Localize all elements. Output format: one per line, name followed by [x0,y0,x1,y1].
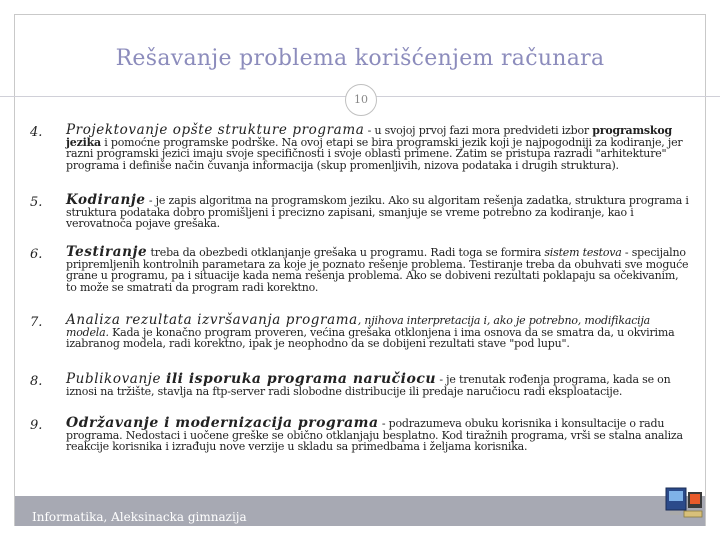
item-heading: Analiza rezultata izvršavanja programa [66,312,358,328]
item-number: 8. [30,374,43,389]
item-number: 7. [30,315,43,330]
item-text: Publikovanje ili isporuka programa naručiocu - je trenutak rođenja programa, kada se on iznosi na tržište, stavlja na ftp-server radi slobodne distribucije ili predaje naručiocu radi eksploatacije. [66,371,671,398]
item-number: 5. [30,195,43,210]
item-heading: Projektovanje opšte strukture programa [66,122,365,138]
item-text: Kodiranje - je zapis algoritma na programskom jeziku. Ako su algoritam rešenja zadatka, struktura programa i struktura podataka dobro promišljeni i precizno zapisani, smanjuje se vreme potrebno za kodiranje, kao i verovatnoća pojave grešaka. [66,192,689,230]
item-heading: Publikovanje [66,371,166,387]
item-number: 4. [30,125,43,140]
item-text: Analiza rezultata izvršavanja programa, njihova interpretacija i, ako je potrebno, modifikacija modela. Kada je konačno program proveren, većina grešaka otklonjena i ima osnova da se smatra da, u okvirima izabranog modela, radi korektno, ipak je neophodno da se dobijeni rezultati stave "pod lupu". [66,312,675,350]
slide-title: Rešavanje problema korišćenjem računara [115,46,605,71]
item-heading: Kodiranje [66,192,146,208]
item-text: Projektovanje opšte strukture programa - u svojoj prvoj fazi mora predvideti izbor programskog jezika i pomoćne programske podrške. Na ovoj etapi se bira programski jezik koji je najpogodniji za kodiranje, jer razni programski jezici imaju svoje specifičnosti i svoje oblasti primene. Zatim se pristupa razradi "arhitekture" programa i definiše način čuvanja informacija (skup promenljivih, nizova podataka i drugih struktura). [66,122,683,172]
item-number: 6. [30,247,43,262]
item-heading: Održavanje i modernizacija programa [66,415,379,431]
computer-icon [664,486,704,522]
item-number: 9. [30,418,43,433]
footer-text: Informatika, Aleksinacka gimnazija [32,510,247,524]
item-text: Testiranje treba da obezbedi otklanjanje grešaka u programu. Radi toga se formira sistem testova - specijalno pripremljenih kontrolnih parametara za koje je poznato rešenje problema. Testiranje treba da obuhvati sve moguće grane u programu, pa i situacije kada nema rešenja problema. Ako se dobiveni rezultati poklapaju sa očekivanim, to može se smatrati da program radi korektno. [66,244,689,294]
page-number: 10 [345,84,377,116]
item-heading: Testiranje [66,244,148,260]
item-text: Održavanje i modernizacija programa - podrazumeva obuku korisnika i konsultacije o radu programa. Nedostaci i uočene greške se obično otklanjaju besplatno. Kod tiražnih programa, vrši se stalna analiza reakcije korisnika i izrađuju nove verzije u skladu sa primedbama i željama korisnika. [66,415,683,453]
